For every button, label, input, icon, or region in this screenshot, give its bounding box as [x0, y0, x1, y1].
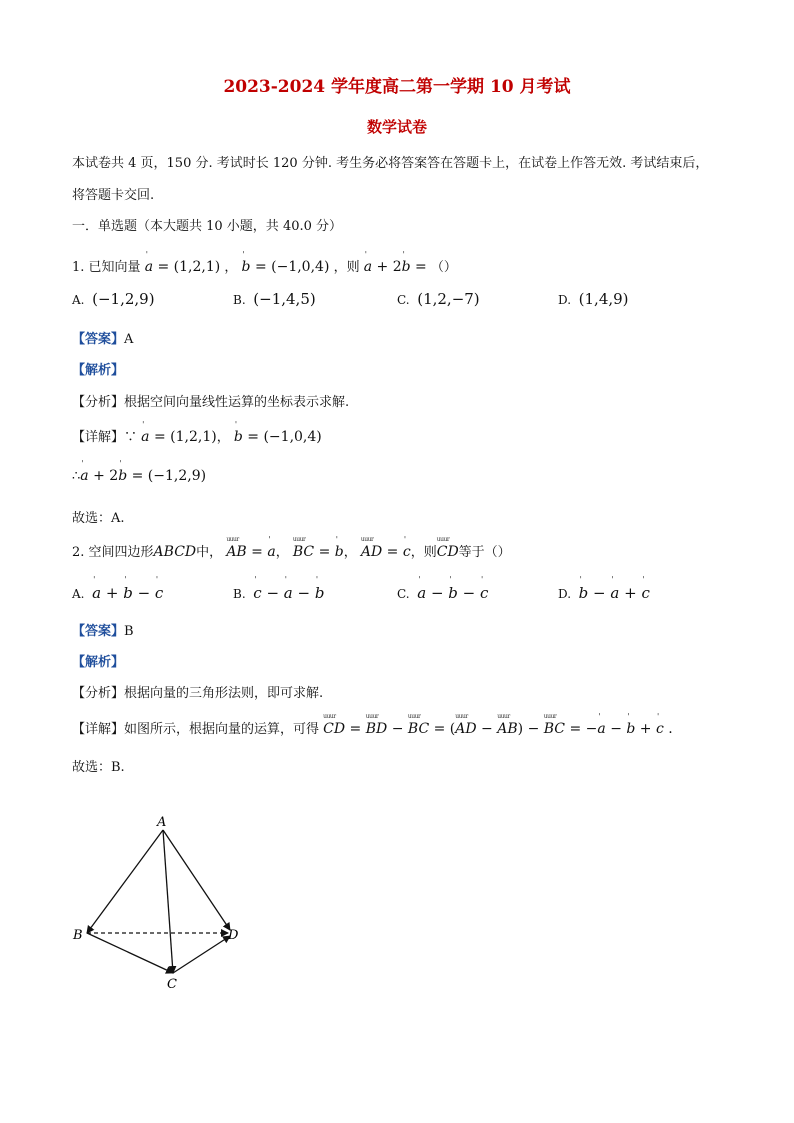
q2-option-b	[233, 584, 324, 602]
q1-option-d	[558, 290, 629, 308]
q1-option-b	[233, 290, 316, 308]
q1-analysis-tag	[72, 359, 124, 378]
analysis-tag: 【解析】	[72, 363, 125, 378]
q1-blank: （）	[430, 260, 457, 275]
edge-bc	[87, 933, 173, 973]
q1-expr: ' a + 2' b =	[364, 259, 427, 275]
because-symbol: ∵	[124, 430, 138, 445]
option-label: C.	[397, 587, 410, 601]
detail-text: 如图所示，根据向量的运算，可得	[124, 722, 320, 737]
q2-then: ，则	[410, 545, 437, 560]
q1-option-c	[397, 290, 480, 308]
q2-detail	[72, 718, 673, 737]
q1-stem	[72, 256, 457, 275]
fenxi-text: 根据空间向量线性运算的坐标表示求解.	[124, 395, 350, 410]
q1-vector-a: ' a = (1,2,1)	[145, 259, 221, 275]
option-label: A.	[72, 587, 85, 601]
q1-fenxi	[72, 391, 349, 410]
option-value: (1,2,−7)	[417, 290, 480, 308]
therefore-symbol: ∴	[72, 469, 81, 484]
vertex-label-c: C	[167, 977, 177, 992]
option-value: ' a + ' b − ' c	[92, 584, 163, 602]
q1-detail	[72, 426, 322, 445]
q2-equals: 等于（）	[458, 545, 511, 560]
page-title: 2023-2024 学年度高二第一学期 10 月考试	[223, 77, 571, 97]
option-label: D.	[558, 587, 572, 601]
q2-cd: uuur CD	[437, 544, 459, 560]
tetrahedron-figure	[60, 810, 280, 1000]
analysis-tag: 【解析】	[72, 655, 125, 670]
q1-then: ，则	[333, 260, 360, 275]
fenxi-tag: 【分析】	[72, 395, 125, 410]
q1-stem-prefix: 1. 已知向量	[72, 260, 141, 275]
edge-cd	[173, 936, 230, 973]
detail-sep: ，	[216, 430, 230, 445]
q2-analysis-tag	[72, 651, 124, 670]
page-subtitle: 数学试卷	[366, 118, 427, 136]
section-heading: 一．单选题（本大题共 10 小题，共 40.0 分）	[72, 219, 343, 234]
q1-detail-b: ' b = (−1,0,4)	[234, 429, 322, 445]
option-value: (1,4,9)	[578, 290, 629, 308]
q1-answer	[72, 328, 133, 347]
edge-ab	[87, 830, 163, 933]
q2-option-c	[397, 584, 488, 602]
q2-detail-expr: uuur CD = uuur BD − uuur BC = (uuur AD − uuur AB) − uuur BC = −' a − ' b + ' c .	[323, 721, 673, 737]
q2-option-d	[558, 584, 650, 602]
detail-tag: 【详解】	[72, 722, 125, 737]
q2-mid: 中，	[196, 545, 223, 560]
q2-ab: uuur AB = ' a	[226, 544, 275, 560]
vertex-label-d: D	[228, 928, 239, 943]
detail-tag: 【详解】	[72, 430, 125, 445]
q2-stem: 2. 空间四边形ABCD中， uuur AB = ' a， uuur BC = ' b， uuur AD = ' c，则uuur CD等于（）	[72, 541, 511, 560]
option-label: C.	[397, 293, 410, 307]
option-label: A.	[72, 293, 85, 307]
option-value: (−1,4,5)	[253, 290, 316, 308]
vertex-label-b: B	[73, 928, 83, 943]
q2-bc: uuur BC = ' b	[293, 544, 344, 560]
option-label: B.	[233, 293, 246, 307]
q2-option-a	[72, 584, 163, 602]
q2-ad: uuur AD = ' c	[361, 544, 411, 560]
q2-shape: ABCD	[153, 544, 197, 560]
q1-option-a	[72, 290, 155, 308]
option-value: ' b − ' a + ' c	[579, 584, 650, 602]
option-value: ' a − ' b − ' c	[417, 584, 488, 602]
edge-ac	[163, 830, 173, 973]
intro-line-1: 本试卷共 4 页，150 分. 考试时长 120 分钟. 考生务必将答案答在答题卡上，在试卷上作答无效. 考试结束后，	[72, 156, 709, 171]
answer-value: B	[124, 624, 134, 639]
option-value: ' c − ' a − ' b	[253, 584, 324, 602]
intro-line-2: 将答题卡交回.	[72, 188, 155, 203]
q1-sep: ，	[224, 260, 238, 275]
option-label: B.	[233, 587, 246, 601]
option-value: (−1,2,9)	[92, 290, 155, 308]
fenxi-tag: 【分析】	[72, 686, 125, 701]
q1-detail-a: ' a = (1,2,1)	[141, 429, 217, 445]
q2-answer	[72, 620, 134, 639]
answer-tag: 【答案】	[72, 332, 125, 347]
vertex-label-a: A	[157, 815, 167, 830]
q2-sep: ，	[275, 545, 289, 560]
q1-a-value: = (1,2,1)	[153, 259, 221, 275]
q2-stem-prefix: 2. 空间四边形	[72, 545, 154, 560]
answer-tag: 【答案】	[72, 624, 125, 639]
fenxi-text: 根据向量的三角形法则，即可求解.	[124, 686, 324, 701]
q2-choose: 故选：B.	[72, 760, 125, 775]
q1-vector-b: ' b = (−1,0,4)	[242, 259, 330, 275]
option-label: D.	[558, 293, 572, 307]
q1-choose: 故选：A.	[72, 511, 125, 526]
edge-ad	[163, 830, 230, 930]
q1-therefore-expr: ' a + 2' b = (−1,2,9)	[80, 468, 206, 484]
q1-therefore	[72, 468, 206, 484]
answer-value: A	[124, 332, 134, 347]
q2-fenxi	[72, 682, 323, 701]
